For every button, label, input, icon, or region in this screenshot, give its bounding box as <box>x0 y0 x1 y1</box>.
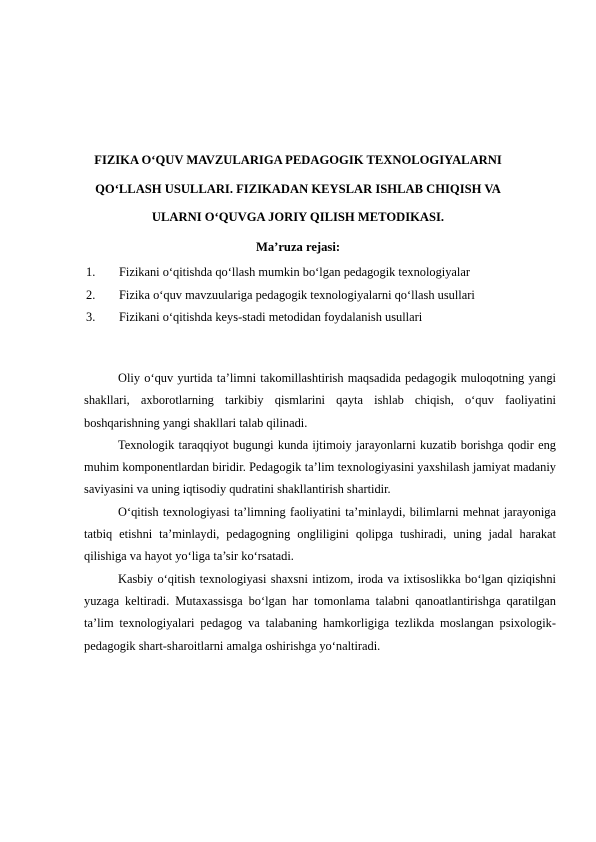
lecture-title <box>60 146 536 232</box>
plan-item <box>86 306 556 329</box>
plan-item <box>86 284 556 307</box>
title-line-3: ULARNI O‘QUVGA JORIY QILISH METODIKASI. <box>151 210 445 224</box>
plan-item-number: 3. <box>86 310 96 324</box>
plan-item-number: 2. <box>86 287 96 302</box>
paragraph: O‘qitish texnologiyasi ta’limning faoliyatini ta’minlaydi, bilimlarni mehnat jarayoniga tatbiq etishni ta’minlaydi, pedagogning ongliligini qolipga tushiradi, uning jadal harakat qilishiga va hayot yo‘liga ta’sir ko‘rsatadi. <box>84 504 556 564</box>
plan-item-number: 1. <box>86 265 96 279</box>
plan-list <box>86 261 556 329</box>
title-line-1: FIZIKA O‘QUV MAVZULARIGA PEDAGOGIK TEXNOLOGIYALARNI <box>94 153 502 167</box>
title-line-2: QO‘LLASH USULLARI. FIZIKADAN KEYSLAR ISHLAB CHIQISH VA <box>95 181 501 196</box>
plan-item-text: Fizikani o‘qitishda qo‘llash mumkin bo‘lgan pedagogik texnologiyalar <box>119 265 471 279</box>
paragraph: Kasbiy o‘qitish texnologiyasi shaxsni intizom, iroda va ixtisoslikka bo‘lgan qiziqishni yuzaga keltiradi. Mutaxassisga bo‘lgan har tomonlama talabni qanoatlantirishga qaratilgan ta’lim texnologiyalari pedagog va talabaning hamkorligiga tezlikda moslangan psixologik-pedagogik shart-sharoitlarni amalga oshirishga yo‘naltiradi. <box>84 571 556 653</box>
plan-item <box>86 261 556 284</box>
paragraph: Oliy o‘quv yurtida ta’limni takomillashtirish maqsadida pedagogik muloqotning yangi shakllari, axborotlarning tarkibiy qismlarini qayta ishlab chiqish, o‘quv faoliyatini boshqarishning yangi shakllari talab qilinadi. <box>84 371 556 430</box>
body-text <box>84 367 556 657</box>
plan-heading: Ma’ruza rejasi: <box>255 240 341 254</box>
paragraph: Texnologik taraqqiyot bugungi kunda ijtimoiy jarayonlarni kuzatib borishga qodir eng muhim komponentlardan biridir. Pedagogik ta’lim texnologiyasini yaxshilash jamiyat madaniy saviyasini va uning iqtisodiy qudratini shakllantirish shartidir. <box>84 437 556 497</box>
plan-item-text: Fizika o‘quv mavzuulariga pedagogik texnologiyalarni qo‘llash usullari <box>119 287 475 302</box>
plan-item-text: Fizikani o‘qitishda keys-stadi metodidan foydalanish usullari <box>119 310 423 324</box>
